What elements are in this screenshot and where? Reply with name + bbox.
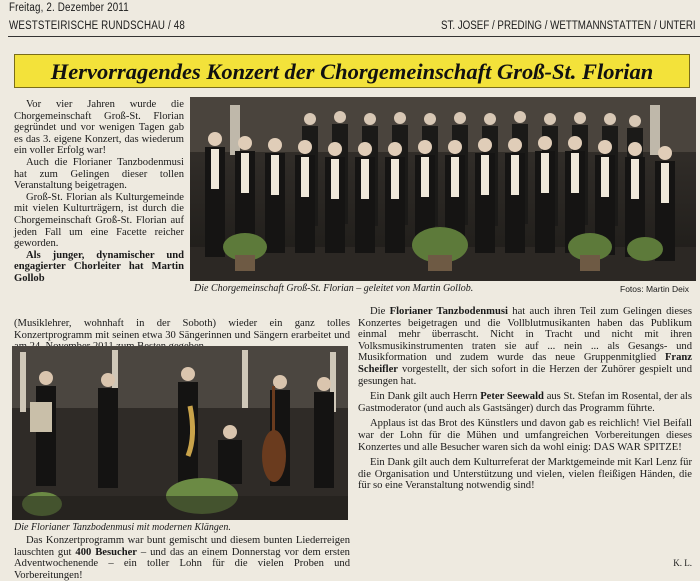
paper-name: WESTSTEIRISCHE RUNDSCHAU / 48 <box>9 20 186 32</box>
bottom-left-text <box>14 535 350 581</box>
kulturgemeinde-paragraph: Groß-St. Florian als Kulturgemeinde mit vielen Kulturträgern, ist durch die Chorgemeinschaft Groß-St. Florian auf jeden Fall um eine Facette reicher geworden. <box>14 191 184 250</box>
p1-pre: Die <box>370 306 386 317</box>
right-column <box>358 306 692 492</box>
p2-rest: aus St. Stefan im Rosental, der als Gastmoderator (und auch als Gastsänger) durch das Programm führte. <box>358 391 692 414</box>
applaus-paragraph: Applaus ist das Brot des Künstlers und davon gab es reichlich! Viel Beifall war der Lohn für die Mühen und umfangreichen Vorbereitungen dieses Konzertes und alle Besucher waren sich da wohl einig: DAS WAR SPITZE! <box>358 418 692 453</box>
band-illustration <box>12 346 348 520</box>
choir-photo-caption: Die Chorgemeinschaft Groß-St. Florian – geleitet von Martin Gollob. <box>194 283 474 294</box>
tanzbodenmusi-paragraph: Auch die Florianer Tanzbodenmusi hat zum Gelingen dieser tollen Veranstaltung beigetragen. <box>14 156 184 192</box>
tanzbodenmusi-detail <box>358 306 692 387</box>
band-photo-caption: Die Florianer Tanzbodenmusi mit modernen Klängen. <box>14 522 231 533</box>
choir-illustration <box>190 97 696 281</box>
header-rule <box>8 36 700 37</box>
p1-end: vorgestellt, der sich sofort in die Herzen der Zuhörer gespielt und gesungen hat. <box>358 363 692 387</box>
p1-rest: hat auch ihren Teil zum Gelingen dieses Konzertes beigetragen und die Vollblutmusikanten haben das Publikum einmal mehr überrascht. Nicht in Tracht und nicht mit ihren Volksmusikinstrumenten traten sie auf ... nein ... als Gesangs- und Musikformation und zudem wurde das neue Gruppenmitglied <box>358 306 692 364</box>
headline: Hervorragendes Konzert der Chorgemeinschaft Groß-St. Florian <box>14 54 690 88</box>
seewald-paragraph <box>358 391 692 414</box>
chorleiter-paragraph <box>14 250 184 285</box>
konzertprogramm-text-b: – und das an einem Donnerstag vor dem ersten Adventwochenende – ein toller Lohn für die vielen Proben und Vorbereitungen! <box>14 546 350 581</box>
p2-bold: Peter Seewald <box>480 391 544 403</box>
photo-credit: Fotos: Martin Deix <box>620 284 689 294</box>
konzertprogramm-text-a: Das Konzertprogramm war bunt gemischt und diesem bunten Liederreigen lauschten gut <box>14 535 350 558</box>
left-column <box>14 99 184 285</box>
besucher-count: 400 Besucher <box>75 546 137 558</box>
p2-pre: Ein Dank gilt auch Herrn <box>370 391 478 403</box>
band-photo <box>12 346 348 520</box>
intro-paragraph: Vor vier Jahren wurde die Chorgemeinschaft Groß-St. Florian gegründet und vor wenigen Tagen gab es das 3. eigene Konzert, das wiederum ein voller Erfolg war! <box>14 99 184 157</box>
choir-photo <box>190 97 696 281</box>
chorleiter-rest-text: (Musiklehrer, wohnhaft in der Soboth) wieder ein ganz tolles Konzertprogramm mit seinen etwa 30 Sängerinnen und Sängern erarbeitet und <box>14 318 350 341</box>
p1-bold: Florianer Tanzbodenmusi <box>389 306 508 317</box>
chorleiter-bold-a: Als junger, dynamischer und engagierter <box>14 249 184 273</box>
author-signature: K. L. <box>673 558 692 568</box>
issue-date: Freitag, 2. Dezember 2011 <box>9 2 129 14</box>
p1-bold2: Franz Scheifler <box>358 352 693 375</box>
region-header: ST. JOSEF / PREDING / WETTMANNSTÄTTEN / UNTERI <box>441 20 696 32</box>
chorleiter-bold-b: Chorleiter hat Martin Gollob <box>14 261 184 284</box>
dank-paragraph: Ein Dank gilt auch dem Kulturreferat der Marktgemeinde mit Karl Lenz für die Organisation und Unterstützung und vielen, vielen fleißigen Händen, die für so eine Veranstaltung notwendig sind! <box>358 457 692 492</box>
